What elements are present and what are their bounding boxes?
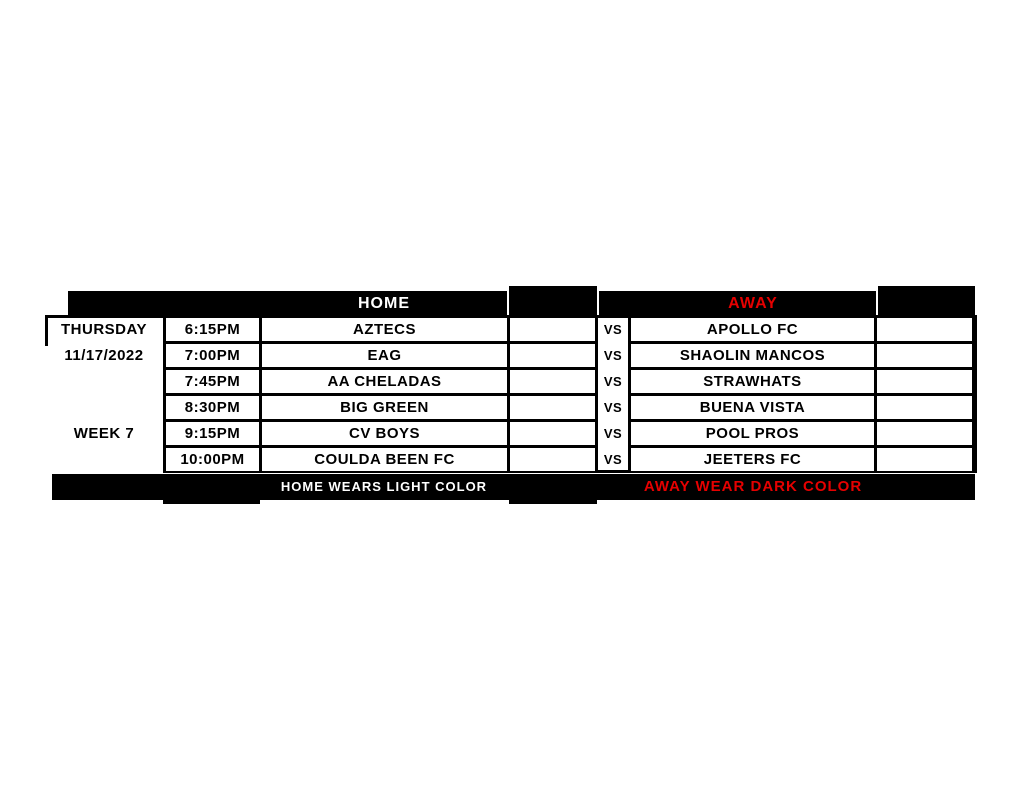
away-column-header: AWAY xyxy=(728,295,778,312)
home-team: EAG xyxy=(262,344,507,367)
match-day-label: THURSDAY xyxy=(61,321,147,338)
home-score-cell xyxy=(510,344,595,367)
away-score-cell xyxy=(877,344,972,367)
away-team: APOLLO FC xyxy=(631,318,874,341)
away-score-cell xyxy=(877,370,972,393)
home-score-cell xyxy=(510,370,595,393)
home-score-cell xyxy=(510,318,595,341)
week-number-label: WEEK 7 xyxy=(73,425,135,442)
home-team: BIG GREEN xyxy=(262,396,507,419)
kickoff-time: 7:00PM xyxy=(166,344,259,367)
vs-label: VS xyxy=(603,400,623,415)
match-date-label: 11/17/2022 xyxy=(64,347,144,364)
footer-bar-stub-score-column xyxy=(509,500,597,504)
home-score-cell xyxy=(510,422,595,445)
vs-label: VS xyxy=(603,426,623,441)
vs-column xyxy=(598,318,628,470)
vs-label: VS xyxy=(603,322,623,337)
home-team: COULDA BEEN FC xyxy=(262,448,507,471)
vs-label: VS xyxy=(603,348,623,363)
away-team: POOL PROS xyxy=(631,422,874,445)
away-uniform-note: AWAY WEAR DARK COLOR xyxy=(643,478,863,495)
kickoff-time: 6:15PM xyxy=(166,318,259,341)
vs-label: VS xyxy=(603,374,623,389)
home-team: CV BOYS xyxy=(262,422,507,445)
away-score-cell xyxy=(877,422,972,445)
away-score-cell xyxy=(877,448,972,471)
home-uniform-note: HOME WEARS LIGHT COLOR xyxy=(280,479,488,494)
kickoff-time: 8:30PM xyxy=(166,396,259,419)
away-team: STRAWHATS xyxy=(631,370,874,393)
home-column-header: HOME xyxy=(358,295,410,312)
away-score-cell xyxy=(877,318,972,341)
away-team: BUENA VISTA xyxy=(631,396,874,419)
kickoff-time: 9:15PM xyxy=(166,422,259,445)
home-score-cell xyxy=(510,396,595,419)
header-bar-away-score-segment xyxy=(878,286,975,317)
kickoff-time: 7:45PM xyxy=(166,370,259,393)
kickoff-time: 10:00PM xyxy=(166,448,259,471)
away-team: SHAOLIN MANCOS xyxy=(631,344,874,367)
header-bar-home-score-segment xyxy=(509,286,597,317)
away-score-cell xyxy=(877,396,972,419)
home-team: AZTECS xyxy=(262,318,507,341)
away-team: JEETERS FC xyxy=(631,448,874,471)
home-score-cell xyxy=(510,448,595,471)
vs-label: VS xyxy=(603,452,623,467)
home-team: AA CHELADAS xyxy=(262,370,507,393)
footer-bar-stub-time-column xyxy=(163,500,260,504)
